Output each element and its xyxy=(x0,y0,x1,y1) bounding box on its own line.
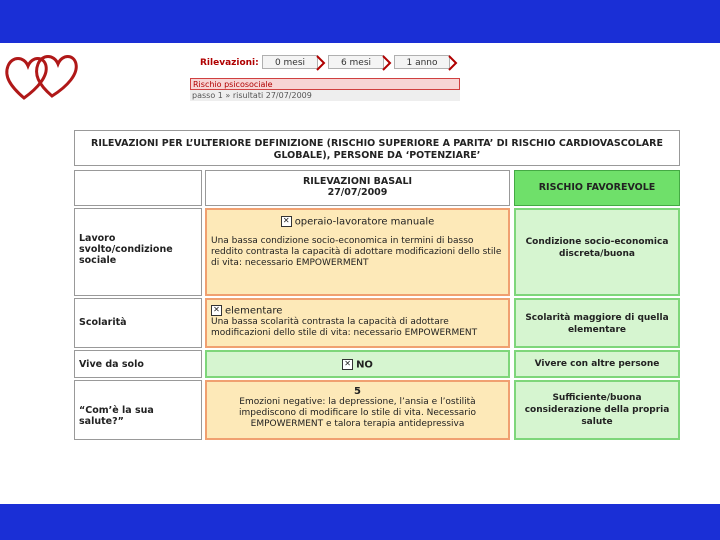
row-value-health xyxy=(205,380,510,440)
header-favorable: RISCHIO FAVOREVOLE xyxy=(514,170,680,206)
note-text: Emozioni negative: la depressione, l’ansia e l’ostilità impediscono di modificare lo stile di vita. Necessario EMPOWERMENT e talora terapia antidepressiva xyxy=(238,397,477,429)
row-label-lives-alone: Vive da solo xyxy=(74,350,202,378)
step-6-months[interactable] xyxy=(328,55,384,71)
steps-label: Rilevazioni: xyxy=(200,58,259,68)
checkbox-checked-icon: ✕ xyxy=(211,305,222,316)
section-bar: Rischio psicosociale xyxy=(190,78,460,90)
checkbox-checked-icon: ✕ xyxy=(342,359,353,370)
row-favorable-work: Condizione socio-economica discreta/buona xyxy=(514,208,680,296)
row-value-work xyxy=(205,208,510,296)
note-text: Una bassa condizione socio-economica in termini di basso reddito contrasta la capacità di adottare modificazioni dello stile di vita: necessario EMPOWERMENT xyxy=(211,235,502,268)
step-1-year[interactable] xyxy=(394,55,450,71)
header-basal xyxy=(205,170,510,206)
basal-date: 27/07/2009 xyxy=(327,187,388,198)
value-text: NO xyxy=(356,359,373,371)
header-empty-cell xyxy=(74,170,202,206)
table-title: RILEVAZIONI PER L’ULTERIORE DEFINIZIONE (RISCHIO SUPERIORE A PARITA’ DI RISCHIO CARDIOVASCOLARE GLOBALE), PERSONE DA ‘POTENZIARE’ xyxy=(74,130,680,166)
row-value-education xyxy=(205,298,510,348)
row-favorable-health: Sufficiente/buona considerazione della propria salute xyxy=(514,380,680,440)
survey-steps xyxy=(190,55,460,71)
row-label-health: “Com’è la sua salute?” xyxy=(74,380,202,440)
row-value-lives-alone xyxy=(205,350,510,378)
bottom-banner xyxy=(0,504,720,540)
value-text: 5 xyxy=(354,386,361,397)
chevron-right-icon xyxy=(448,55,458,71)
step-label: 0 mesi xyxy=(274,58,306,68)
assessment-table xyxy=(72,130,682,442)
note-text: Una bassa scolarità contrasta la capacità di adottare modificazioni dello stile di vita: necessario EMPOWERMENT xyxy=(211,316,478,338)
row-favorable-lives-alone: Vivere con altre persone xyxy=(514,350,680,378)
value-text: elementare xyxy=(225,305,283,317)
step-status-bar: passo 1 » risultati 27/07/2009 xyxy=(190,90,460,101)
row-label-education: Scolarità xyxy=(74,298,202,348)
chevron-right-icon xyxy=(382,55,392,71)
chevron-right-icon xyxy=(316,55,326,71)
hearts-logo-icon xyxy=(2,46,82,106)
step-0-months[interactable] xyxy=(262,55,318,71)
basal-title: RILEVAZIONI BASALI xyxy=(302,176,413,187)
step-label: 6 mesi xyxy=(340,58,372,68)
row-label-work: Lavoro svolto/condizione sociale xyxy=(74,208,202,296)
checkbox-checked-icon: ✕ xyxy=(281,216,292,227)
value-text: operaio-lavoratore manuale xyxy=(294,216,435,228)
step-label: 1 anno xyxy=(406,58,438,68)
row-favorable-education: Scolarità maggiore di quella elementare xyxy=(514,298,680,348)
top-banner xyxy=(0,0,720,43)
